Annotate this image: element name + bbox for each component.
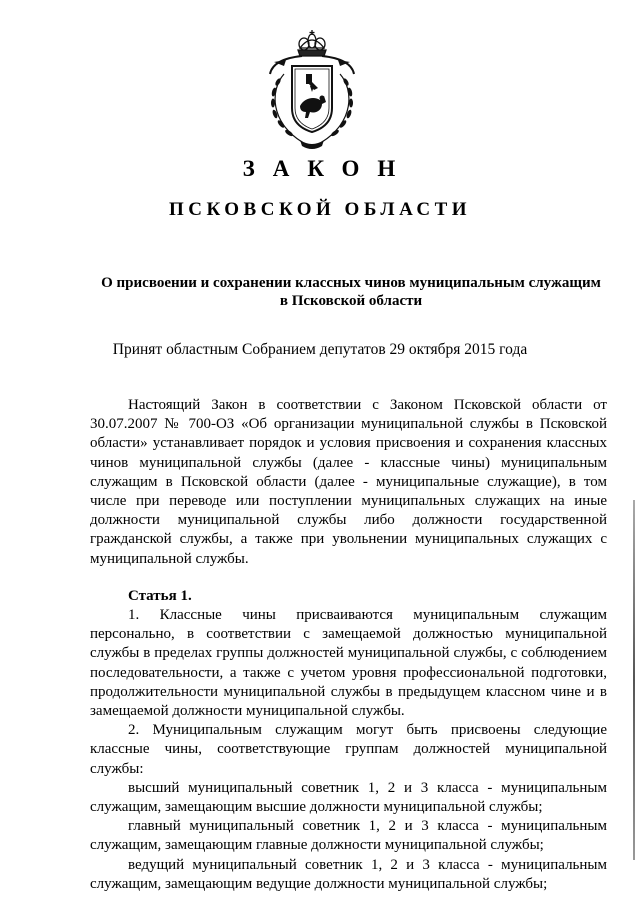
- pskov-coat-of-arms-icon: [262, 30, 362, 152]
- article-1-heading: Статья 1.: [128, 587, 192, 604]
- article-1-paragraph-4: главный муниципальный советник 1, 2 и 3 класса - муниципальным служащим, замещающим главные должности муниципальной службы;: [90, 818, 607, 854]
- article-1-paragraph-1: 1. Классные чины присваиваются муниципальным служащим персонально, в соответствии с замещаемой должностью муниципальной службы в пределах группы должностей муниципальной службы, с соблюдением последовательности, а также с учетом уровня профессиональной подготовки, продолжительности муниципальной службы в предыдущем классном чине и в замещаемой должности муниципальной службы.: [90, 607, 607, 720]
- law-subject-line-1: О присвоении и сохранении классных чинов муниципальным служащим: [101, 275, 601, 291]
- article-1-paragraph-2: 2. Муниципальным служащим могут быть присвоены следующие классные чины, соответствующие группам должностей муниципальной службы:: [90, 722, 607, 777]
- article-1-paragraph-5: ведущий муниципальный советник 1, 2 и 3 класса - муниципальным служащим, замещающим ведущие должности муниципальной службы;: [90, 856, 607, 892]
- law-body: [90, 396, 607, 894]
- law-subject-line-2: в Псковской области: [279, 293, 423, 309]
- law-subject: [92, 274, 610, 310]
- law-title: ЗАКОН: [242, 156, 414, 181]
- region-title: ПСКОВСКОЙ ОБЛАСТИ: [168, 199, 472, 220]
- scan-edge-shadow: [633, 500, 635, 860]
- adoption-note: Принят областным Собранием депутатов 29 октября 2015 года: [112, 341, 528, 358]
- article-1-paragraph-3: высший муниципальный советник 1, 2 и 3 класса - муниципальным служащим, замещающим высшие должности муниципальной службы;: [90, 779, 607, 816]
- intro-paragraph: Настоящий Закон в соответствии с Законом Псковской области от 30.07.2007 № 700-ОЗ «Об организации муниципальной службы в Псковской области» устанавливает порядок и условия присвоения и сохранения классных чинов муниципальной службы (далее - классные чины) муниципальным служащим в Псковской области (далее - муниципальные служащие), в том числе при переводе или поступлении муниципальных служащих на иные должности муниципальной службы либо должности государственной гражданской службы, а также при увольнении муниципальных служащих с муниципальной службы.: [90, 397, 607, 567]
